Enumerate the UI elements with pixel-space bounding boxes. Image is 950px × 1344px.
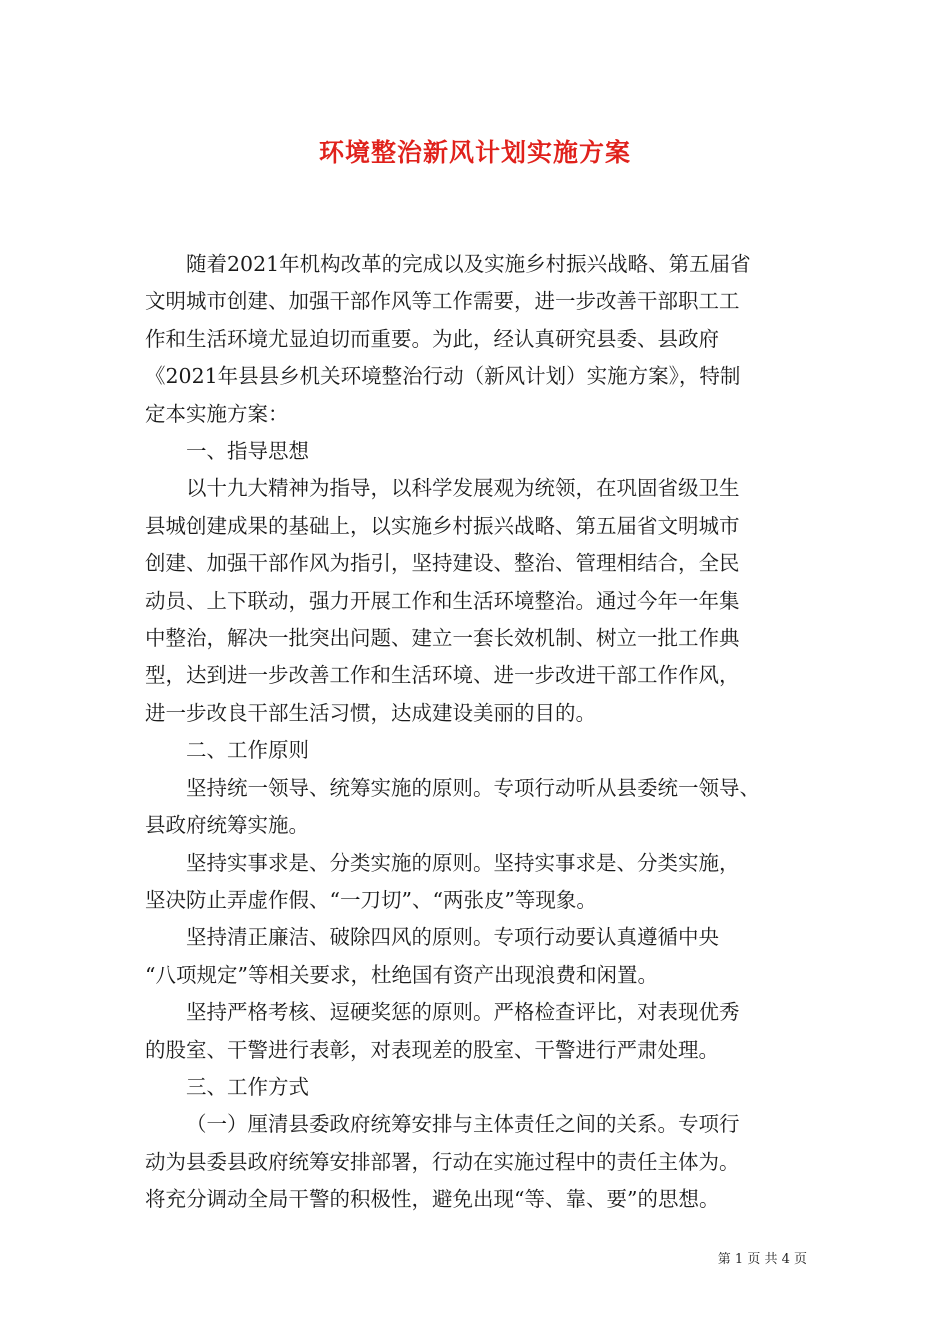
section-heading-1: 一、指导思想 xyxy=(186,439,309,464)
text-line: 坚持统一领导、统筹实施的原则。专项行动听从县委统一领导、 xyxy=(186,775,760,800)
text-line: 以十九大精神为指导，以科学发展观为统领，在巩固省级卫生 xyxy=(186,476,740,501)
text-line: 坚持清正廉洁、破除四风的原则。专项行动要认真遵循中央 xyxy=(186,925,719,950)
text-line: 作和生活环境尤显迫切而重要。为此，经认真研究县委、县政府 xyxy=(145,326,719,351)
text-line: 的股室、干警进行表彰，对表现差的股室、干警进行严肃处理。 xyxy=(145,1037,719,1062)
text-line: 随着2021年机构改革的完成以及实施乡村振兴战略、第五届省 xyxy=(186,252,751,276)
principle-paragraph xyxy=(145,845,825,920)
text-line: 文明城市创建、加强干部作风等工作需要，进一步改善干部职工工 xyxy=(145,289,740,314)
principle-paragraph xyxy=(145,994,825,1069)
text-line: 将充分调动全局干警的积极性，避免出现“等、靠、要”的思想。 xyxy=(145,1187,720,1212)
text-line: （一）厘清县委政府统筹安排与主体责任之间的关系。专项行 xyxy=(186,1112,740,1137)
text-line: 《2021年县县乡机关环境整治行动（新风计划）实施方案》，特制 xyxy=(145,364,741,389)
text-line: 坚决防止弄虚作假、“一刀切”、“两张皮”等现象。 xyxy=(145,887,597,912)
text-line: 中整治，解决一批突出问题、建立一套长效机制、树立一批工作典 xyxy=(145,626,740,651)
document-body xyxy=(145,246,825,1219)
text-line: 进一步改良干部生活习惯，达成建设美丽的目的。 xyxy=(145,700,596,725)
text-line: 县城创建成果的基础上，以实施乡村振兴战略、第五届省文明城市 xyxy=(145,513,740,538)
section-heading-2: 二、工作原则 xyxy=(186,738,309,763)
intro-paragraph xyxy=(145,246,825,433)
text-line: 动为县委县政府统筹安排部署，行动在实施过程中的责任主体为。 xyxy=(145,1149,740,1174)
document-title: 环境整治新风计划实施方案 xyxy=(318,138,631,167)
text-line: “八项规定”等相关要求，杜绝国有资产出现浪费和闲置。 xyxy=(145,962,658,987)
page-number: 第 1 页 共 4 页 xyxy=(717,1252,807,1267)
text-line: 坚持实事求是、分类实施的原则。坚持实事求是、分类实施， xyxy=(186,850,740,875)
text-line: 县政府统筹实施。 xyxy=(145,813,309,838)
text-line: 坚持严格考核、逗硬奖惩的原则。严格检查评比，对表现优秀 xyxy=(186,1000,740,1025)
principle-paragraph xyxy=(145,770,825,845)
section-1-paragraph xyxy=(145,470,825,732)
section-heading-3: 三、工作方式 xyxy=(186,1074,309,1099)
text-line: 定本实施方案： xyxy=(145,401,289,426)
text-line: 创建、加强干部作风为指引，坚持建设、整治、管理相结合，全民 xyxy=(145,551,740,576)
text-line: 型，达到进一步改善工作和生活环境、进一步改进干部工作作风， xyxy=(145,663,740,688)
text-line: 动员、上下联动，强力开展工作和生活环境整治。通过今年一年集 xyxy=(145,588,740,613)
principle-paragraph xyxy=(145,919,825,994)
section-3-paragraph xyxy=(145,1106,825,1218)
